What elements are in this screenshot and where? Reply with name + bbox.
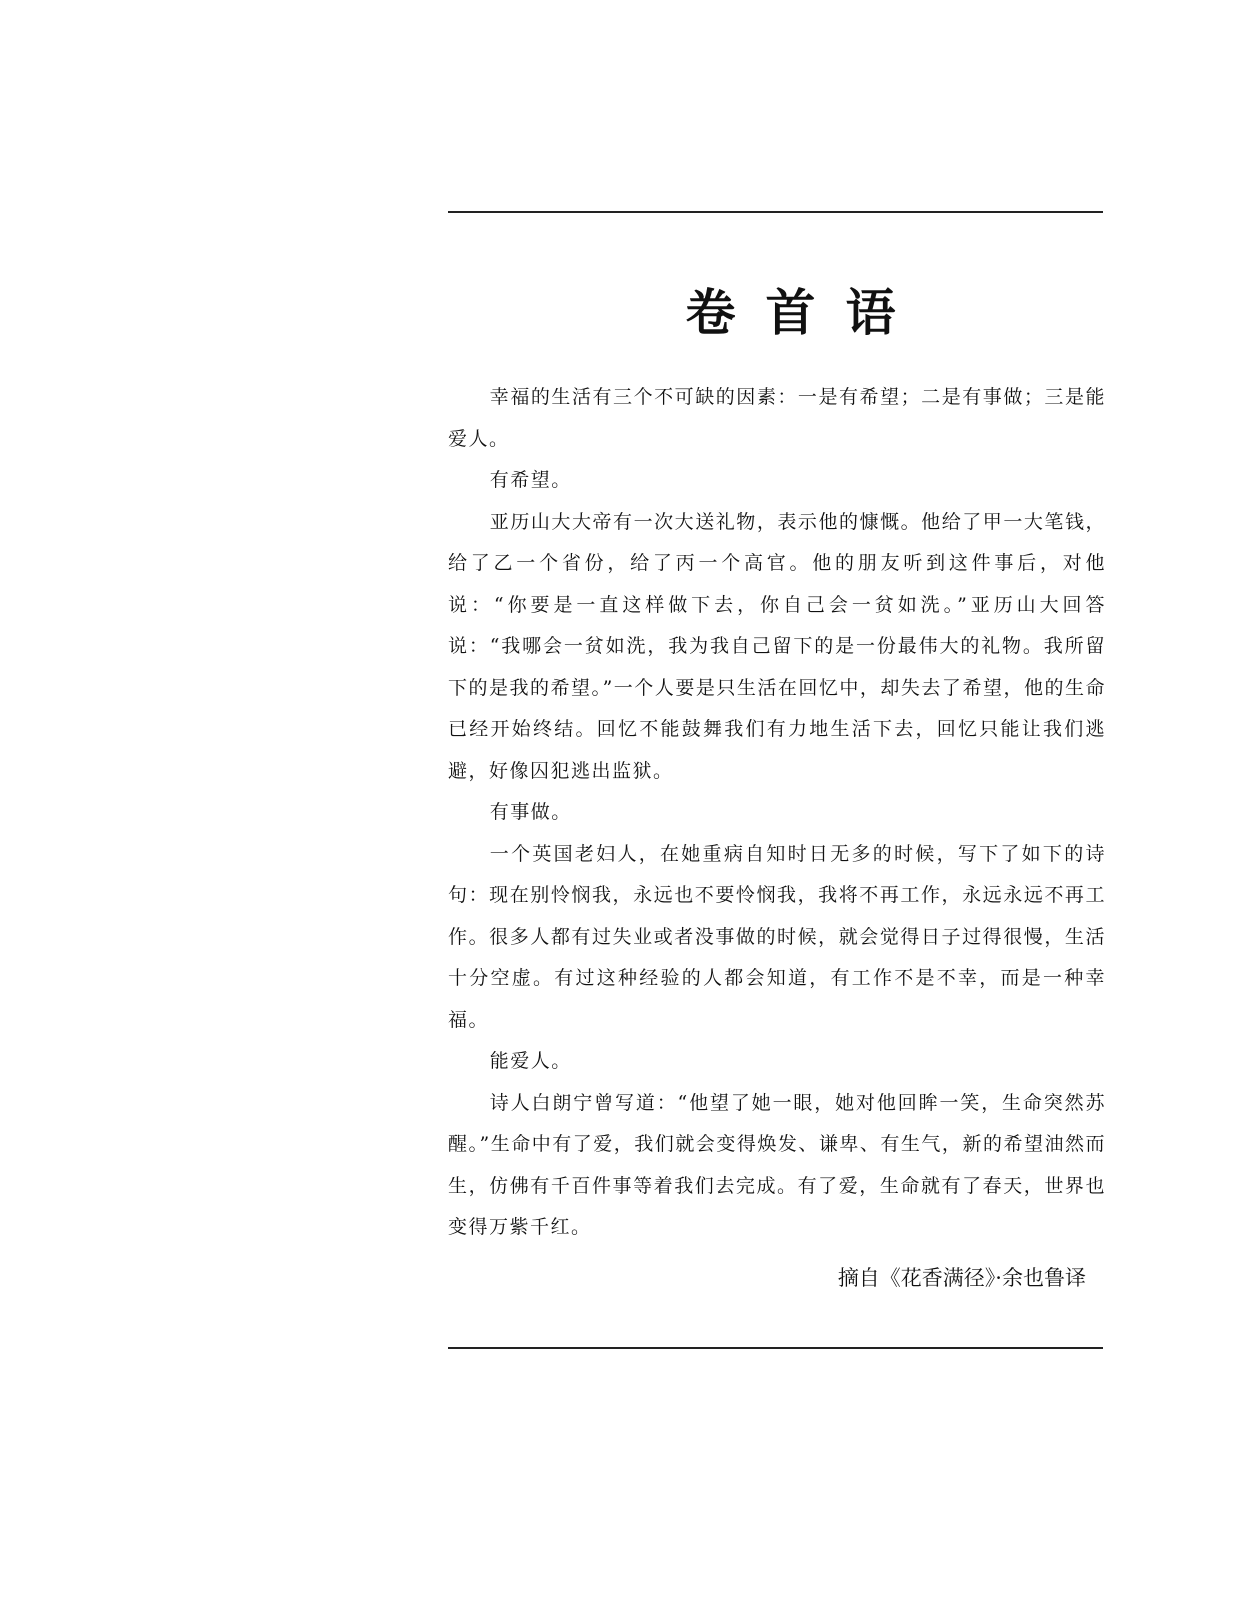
paragraph-heading-love: 能爱人。 — [489, 1050, 572, 1072]
paragraph-alexander: 亚历山大大帝有一次大送礼物，表示他的慷慨。他给了甲一大笔钱，给了乙一个省份，给了丙一个高官。他的朋友听到这件事后，对他说：“你要是一直这样做下去，你自己会一贫如洗。”亚历山大回答说：“我哪会一贫如洗，我为我自己留下的是一份最伟大的礼物。我所留下的是我的希望。”一个人要是只生活在回忆中，却失去了希望，他的生命已经开始终结。回忆不能鼓舞我们有力地生活下去，回忆只能让我们逃避，好像囚犯逃出监狱。 — [448, 510, 1106, 782]
top-rule — [448, 211, 1103, 213]
page-title: 卷首语 — [685, 284, 926, 342]
paragraph-english-woman: 一个英国老妇人，在她重病自知时日无多的时候，写下了如下的诗句：现在别怜悯我，永远也不要怜悯我，我将不再工作，永远永远不再工作。很多人都有过失业或者没事做的时候，就会觉得日子过得很慢，生活十分空虚。有过这种经验的人都会知道，有工作不是不幸，而是一种幸福。 — [448, 842, 1106, 1031]
bottom-rule — [448, 1347, 1103, 1349]
paragraph-intro: 幸福的生活有三个不可缺的因素：一是有希望；二是有事做；三是能爱人。 — [448, 386, 1106, 450]
attribution: 摘自《花香满径》·余也鲁译 — [837, 1266, 1086, 1290]
paragraph-browning: 诗人白朗宁曾写道：“他望了她一眼，她对他回眸一笑，生命突然苏醒。”生命中有了爱，我们就会变得焕发、谦卑、有生气，新的希望油然而生，仿佛有千百件事等着我们去完成。有了爱，生命就有了春天，世界也变得万紫千红。 — [448, 1091, 1106, 1238]
body-text — [448, 377, 1106, 1249]
paragraph-heading-hope: 有希望。 — [489, 469, 572, 491]
paragraph-heading-work: 有事做。 — [489, 801, 572, 823]
